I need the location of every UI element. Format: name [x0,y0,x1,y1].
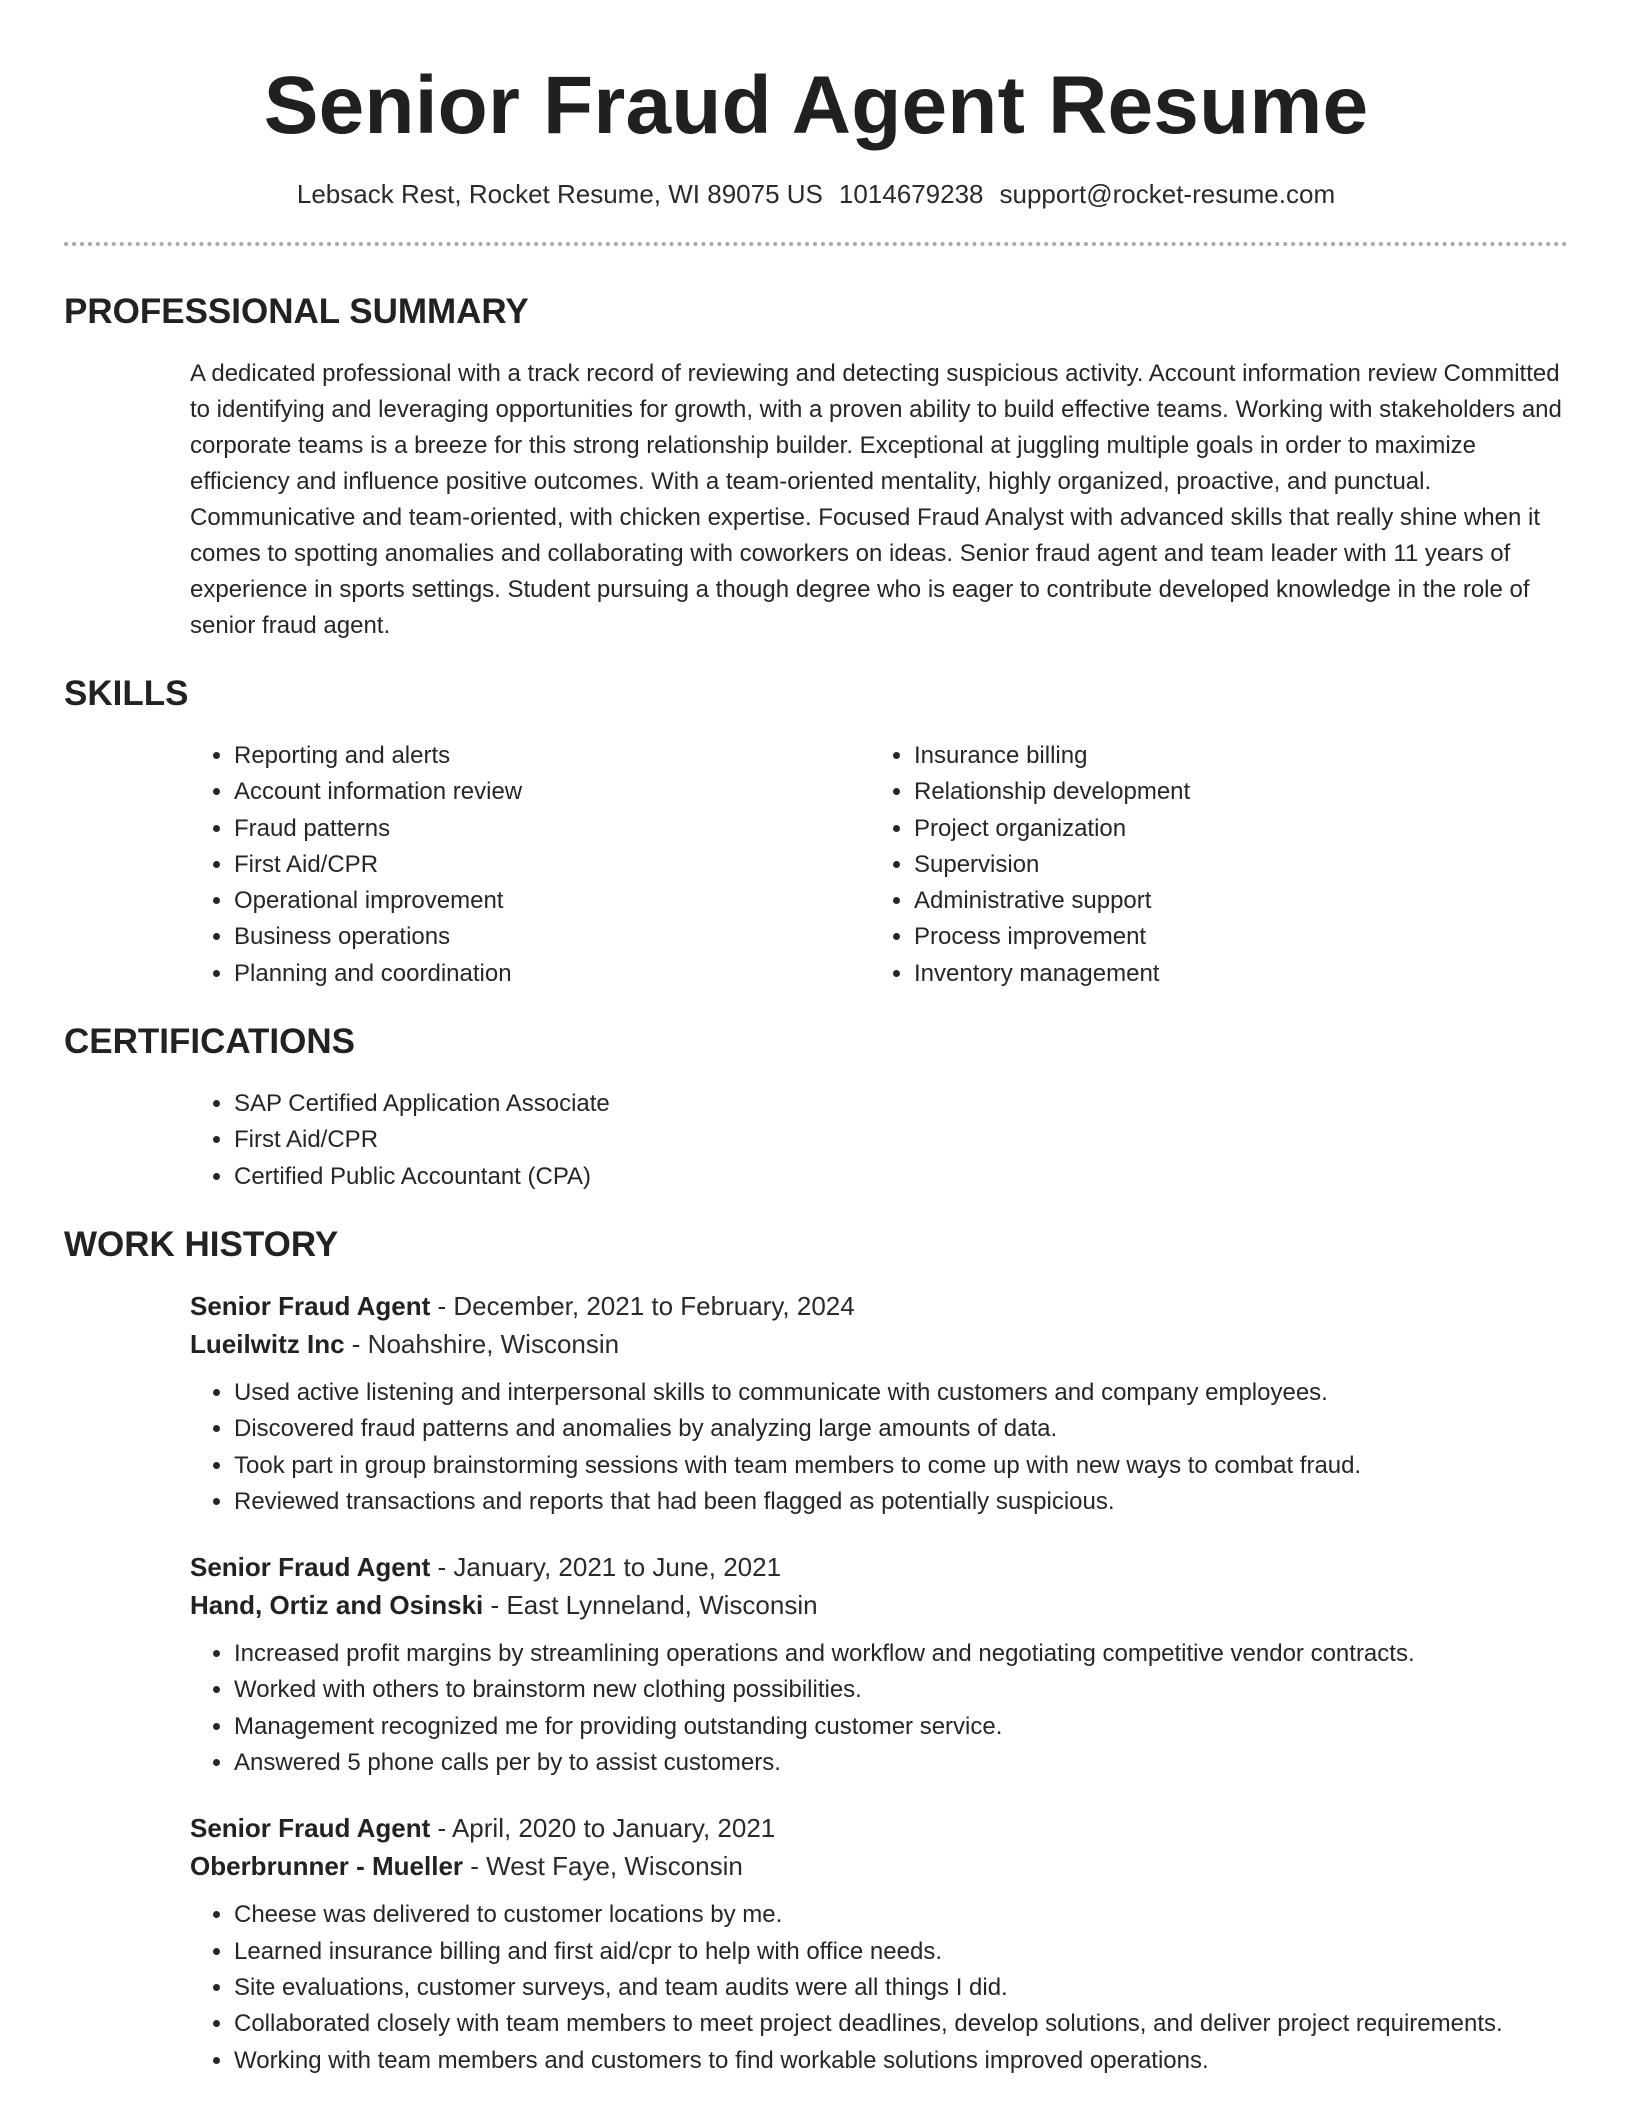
summary-heading: PROFESSIONAL SUMMARY [64,292,529,331]
job-location: - West Faye, Wisconsin [463,1851,743,1882]
job-dates: - April, 2020 to January, 2021 [430,1813,776,1844]
job-bullet: • Increased profit margins by streamlining operations and workflow and negotiating competitive vendor contracts. [234,1636,1568,1672]
skills-columns [190,738,1568,992]
summary-text: A dedicated professional with a track record of reviewing and detecting suspicious activity. Account information review Committed to identifying and leveraging opportunities for growth, with a proven ability to build effective teams. Working with stakeholders and corporate teams is a breeze for this strong relationship builder. Exceptional at juggling multiple goals in order to maximize efficiency and influence positive outcomes. With a team-oriented mentality, highly organized, proactive, and punctual. Communicative and team-oriented, with chicken expertise. Focused Fraud Analyst with advanced skills that really shine when it comes to spotting anomalies and collaborating with coworkers on ideas. Senior fraud agent and team leader with 11 years of experience in sports settings. Student pursuing a though degree who is eager to contribute developed knowledge in the role of senior fraud agent. [190,360,1562,639]
job-dates: - January, 2021 to June, 2021 [430,1552,782,1583]
resume-page [64,0,1568,2079]
job-company-line [190,1847,1568,1885]
contact-address: Lebsack Rest, Rocket Resume, WI 89075 US [296,179,823,209]
job-entry [190,1809,1568,2078]
job-bullet: • Discovered fraud patterns and anomalies by analyzing large amounts of data. [234,1411,1568,1447]
resume-title: Senior Fraud Agent Resume [263,60,1369,151]
job-company: Oberbrunner - Mueller [190,1851,464,1882]
job-bullet: • Answered 5 phone calls per by to assist customers. [234,1745,1568,1781]
job-bullet: • Took part in group brainstorming sessions with team members to come up with new ways to combat fraud. [234,1448,1568,1484]
skill-item: • Insurance billing [914,738,1550,774]
certifications-heading: CERTIFICATIONS [64,1022,356,1062]
header-divider [64,242,1568,246]
skill-item: • Administrative support [914,883,1550,919]
job-entry [190,1287,1568,1520]
skill-item: • Reporting and alerts [234,738,870,774]
job-company-line [190,1325,1568,1363]
skill-item: • Planning and coordination [234,956,870,992]
skill-item: • Fraud patterns [234,811,870,847]
job-role-line [190,1287,1568,1325]
job-role-line [190,1548,1568,1586]
job-bullet: • Site evaluations, customer surveys, and team audits were all things I did. [234,1970,1568,2006]
job-role: Senior Fraud Agent [190,1552,431,1583]
job-company: Lueilwitz Inc [190,1328,345,1359]
certification-item: • Certified Public Accountant (CPA) [234,1159,1568,1195]
job-role: Senior Fraud Agent [190,1290,431,1321]
skill-item: • Process improvement [914,919,1550,955]
certifications-block [190,1086,1568,1195]
job-location: - Noahshire, Wisconsin [344,1328,620,1359]
skill-item: • Business operations [234,919,870,955]
job-location: - East Lynneland, Wisconsin [483,1590,818,1621]
contact-line [64,178,1568,210]
contact-email[interactable]: support@rocket-resume.com [999,179,1336,209]
job-bullets [190,1636,1568,1781]
job-bullets [190,1897,1568,2078]
job-bullet: • Learned insurance billing and first aid/cpr to help with office needs. [234,1934,1568,1970]
skill-item: • Inventory management [914,956,1550,992]
skill-item: • Supervision [914,847,1550,883]
certifications-list [190,1086,1568,1195]
job-dates: - December, 2021 to February, 2024 [430,1290,855,1321]
job-role: Senior Fraud Agent [190,1813,431,1844]
job-bullet: • Used active listening and interpersonal skills to communicate with customers and company employees. [234,1375,1568,1411]
job-bullet: • Working with team members and customers to find workable solutions improved operations. [234,2043,1568,2079]
job-entry [190,1548,1568,1781]
certification-item: • First Aid/CPR [234,1122,1568,1158]
skill-item: • Project organization [914,811,1550,847]
job-bullets [190,1375,1568,1520]
job-bullet: • Reviewed transactions and reports that had been flagged as potentially suspicious. [234,1484,1568,1520]
contact-phone: 1014679238 [838,179,984,209]
skill-item: • Account information review [234,774,870,810]
job-company: Hand, Ortiz and Osinski [190,1590,484,1621]
job-bullet: • Collaborated closely with team members to meet project deadlines, develop solutions, and deliver project requirements. [234,2006,1568,2042]
work-history-heading: WORK HISTORY [64,1224,339,1264]
job-bullet: • Worked with others to brainstorm new clothing possibilities. [234,1672,1568,1708]
job-bullet: • Cheese was delivered to customer locations by me. [234,1897,1568,1933]
job-role-line [190,1809,1568,1847]
skills-heading: SKILLS [64,674,189,713]
job-bullet: • Management recognized me for providing outstanding customer service. [234,1709,1568,1745]
skill-item: • First Aid/CPR [234,847,870,883]
certification-item: • SAP Certified Application Associate [234,1086,1568,1122]
skill-item: • Relationship development [914,774,1550,810]
skill-item: • Operational improvement [234,883,870,919]
skills-list-right [870,738,1550,992]
skills-list-left [190,738,870,992]
job-company-line [190,1586,1568,1624]
